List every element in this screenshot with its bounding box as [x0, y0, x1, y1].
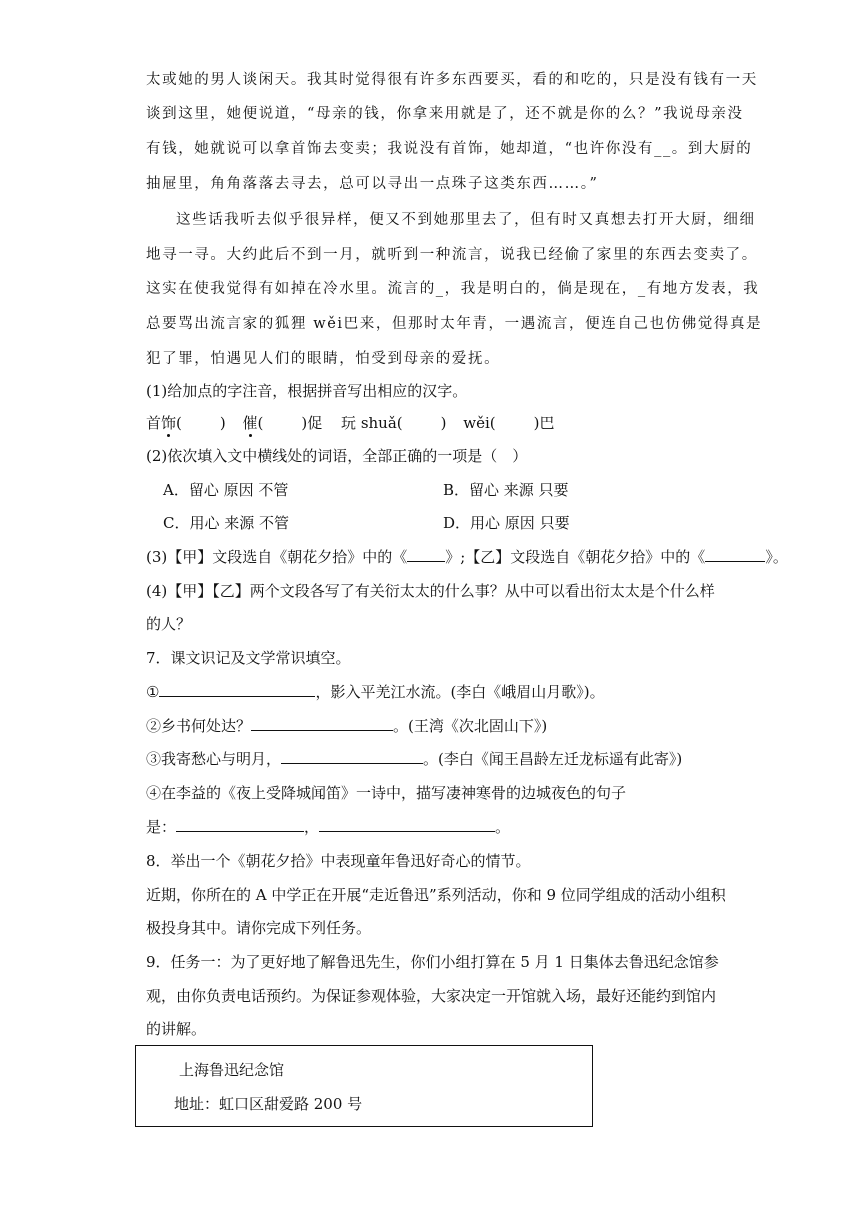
passage-line: 地寻一寻。大约此后不到一月，就听到一种流言，说我已经偷了家里的东西去变卖了。 — [146, 247, 758, 263]
question-9-line: 观，由你负责电话预约。为保证参观体验，大家决定一开馆就入场，最好还能约到馆内 — [146, 987, 717, 1005]
passage-line: 抽屉里，角角落落去寻去，总可以寻出一点珠子这类东西……。” — [146, 176, 599, 192]
dotted-char: 催 — [242, 414, 258, 432]
option-b: B．留心 来源 只要 — [443, 481, 569, 499]
question-9-line: 的讲解。 — [146, 1020, 207, 1038]
q1-char: 首 — [146, 414, 162, 432]
intro-line: 近期，你所在的 A 中学正在开展“走近鲁迅”系列活动，你和 9 位同学组成的活动小组积 — [146, 886, 726, 904]
answer-blank[interactable] — [319, 817, 495, 832]
passage-line: 太或她的男人谈闲天。我其时觉得很有许多东西要买，看的和吃的，只是没有钱有一天 — [146, 72, 758, 88]
answer-blank[interactable] — [705, 547, 765, 562]
intro-line: 极投身其中。请你完成下列任务。 — [146, 919, 372, 937]
question-7-item-2: ②乡书何处达？ 。(王湾《次北固山下》) — [146, 717, 548, 735]
question-7-item-4-line: ④在李益的《夜上受降城闻笛》一诗中，描写凄神寒骨的边城夜色的句子 — [146, 784, 627, 802]
answer-blank[interactable] — [407, 547, 445, 562]
passage-line: 谈到这里，她便说道，“母亲的钱，你拿来用就是了，还不就是你的么？”我说母亲没 — [146, 106, 744, 122]
question-7-title: 7．课文识记及文学常识填空。 — [146, 649, 351, 667]
question-4-line: 的人？ — [146, 615, 192, 633]
question-3: (3)【甲】文段选自《朝花夕拾》中的《 》;【乙】文段选自《朝花夕拾》中的《 》。 — [146, 548, 788, 566]
passage-line: 犯了罪，怕遇见人们的眼睛，怕受到母亲的爱抚。 — [146, 351, 501, 367]
answer-blank[interactable] — [281, 749, 423, 764]
option-a: A．留心 原因 不管 — [163, 481, 289, 499]
question-7-item-1: ① ，影入平羌江水流。(李白《峨眉山月歌》)。 — [146, 683, 605, 701]
question-2-stem: (2)依次填入文中横线处的词语，全部正确的一项是（ ） — [146, 447, 528, 465]
option-c: C．用心 来源 不管 — [163, 514, 290, 532]
answer-blank[interactable] — [159, 682, 315, 697]
museum-info-box — [135, 1045, 593, 1127]
question-8-title: 8．举出一个《朝花夕拾》中表现童年鲁迅好奇心的情节。 — [146, 852, 531, 870]
question-1-items: 首饰( ) 催( )促 玩 shuǎ( ) wěi( )巴 — [146, 414, 555, 432]
question-7-item-4-answer: 是： ， 。 — [146, 818, 511, 836]
question-1-stem: (1)给加点的字注音，根据拼音写出相应的汉字。 — [146, 382, 468, 400]
passage-line: 有钱，她就说可以拿首饰去变卖；我说没有首饰，她却道，“也许你没有__。到大厨的 — [146, 141, 753, 157]
option-d: D．用心 原因 只要 — [443, 514, 570, 532]
question-9-line: 9．任务一：为了更好地了解鲁迅先生，你们小组打算在 5 月 1 日集体去鲁迅纪念馆参 — [146, 953, 719, 971]
museum-address: 地址：虹口区甜爱路 200 号 — [174, 1095, 363, 1113]
question-4-line: (4)【甲】【乙】两个文段各写了有关衍太太的什么事？从中可以看出衍太太是个什么样 — [146, 582, 715, 600]
passage-line: 这些话我听去似乎很异样，便又不到她那里去了，但有时又真想去打开大厨，细细 — [176, 212, 756, 228]
answer-blank[interactable] — [176, 817, 304, 832]
passage-line: 这实在使我觉得有如掉在冷水里。流言的_，我是明白的，倘是现在，_有地方发表，我 — [146, 281, 760, 297]
question-7-item-3: ③我寄愁心与明月， 。(李白《闻王昌龄左迁龙标遥有此寄》) — [146, 750, 683, 768]
answer-blank[interactable] — [251, 716, 393, 731]
museum-name: 上海鲁迅纪念馆 — [179, 1061, 285, 1079]
dotted-char: 饰 — [161, 414, 177, 432]
passage-line: 总要骂出流言家的狐狸 wěi巴来，但那时太年青，一遇流言，便连自己也仿佛觉得真是 — [146, 316, 763, 332]
